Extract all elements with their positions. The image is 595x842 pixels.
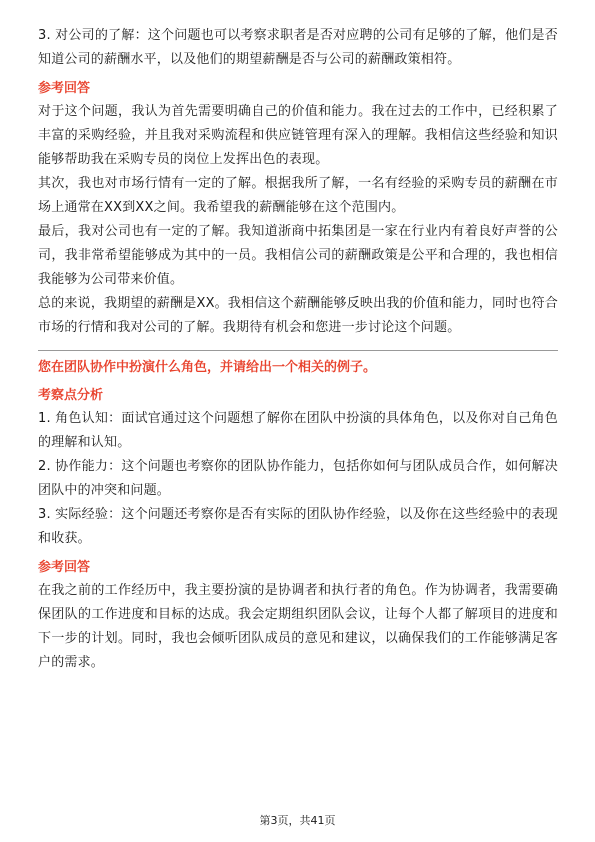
- interview-question: 您在团队协作中扮演什么角色，并请给出一个相关的例子。: [38, 360, 377, 375]
- answer-paragraph: 其次，我也对市场行情有一定的了解。根据我所了解，一名有经验的采购专员的薪酬在市场上通常在XX到XX之间。我希望我的薪酬能够在这个范围内。: [38, 176, 558, 215]
- reference-answer-label: 参考回答: [38, 560, 91, 575]
- page-indicator: 第3页，共41页: [259, 814, 336, 827]
- answer-paragraph: 最后，我对公司也有一定的了解。我知道浙商中拓集团是一家在行业内有着良好声誉的公司，我非常希望能够成为其中的一员。我相信公司的薪酬政策是公平和合理的，我也相信我能够为公司带来价值。: [38, 224, 558, 287]
- section-divider: [38, 350, 558, 351]
- document-page: [38, 24, 558, 675]
- reference-answer-label: 参考回答: [38, 81, 91, 96]
- analysis-label: 考察点分析: [38, 388, 104, 403]
- analysis-item: 1. 角色认知：面试官通过这个问题想了解你在团队中扮演的具体角色，以及你对自己角色的理解和认知。: [38, 411, 558, 450]
- answer-paragraph: 总的来说，我期望的薪酬是XX。我相信这个薪酬能够反映出我的价值和能力，同时也符合市场的行情和我对公司的了解。我期待有机会和您进一步讨论这个问题。: [38, 296, 558, 335]
- answer-paragraph: 在我之前的工作经历中，我主要扮演的是协调者和执行者的角色。作为协调者，我需要确保团队的工作进度和目标的达成。我会定期组织团队会议，让每个人都了解项目的进度和下一步的计划。同时，我也会倾听团队成员的意见和建议，以确保我们的工作能够满足客户的需求。: [38, 583, 558, 670]
- question-item-3: 3. 对公司的了解：这个问题也可以考察求职者是否对应聘的公司有足够的了解，他们是否知道公司的薪酬水平，以及他们的期望薪酬是否与公司的薪酬政策相符。: [38, 28, 558, 67]
- answer-paragraph: 对于这个问题，我认为首先需要明确自己的价值和能力。我在过去的工作中，已经积累了丰富的采购经验，并且我对采购流程和供应链管理有深入的理解。我相信这些经验和知识能够帮助我在采购专员的岗位上发挥出色的表现。: [38, 104, 558, 167]
- analysis-item: 3. 实际经验：这个问题还考察你是否有实际的团队协作经验，以及你在这些经验中的表现和收获。: [38, 507, 558, 546]
- analysis-item: 2. 协作能力：这个问题也考察你的团队协作能力，包括你如何与团队成员合作，如何解决团队中的冲突和问题。: [38, 459, 558, 498]
